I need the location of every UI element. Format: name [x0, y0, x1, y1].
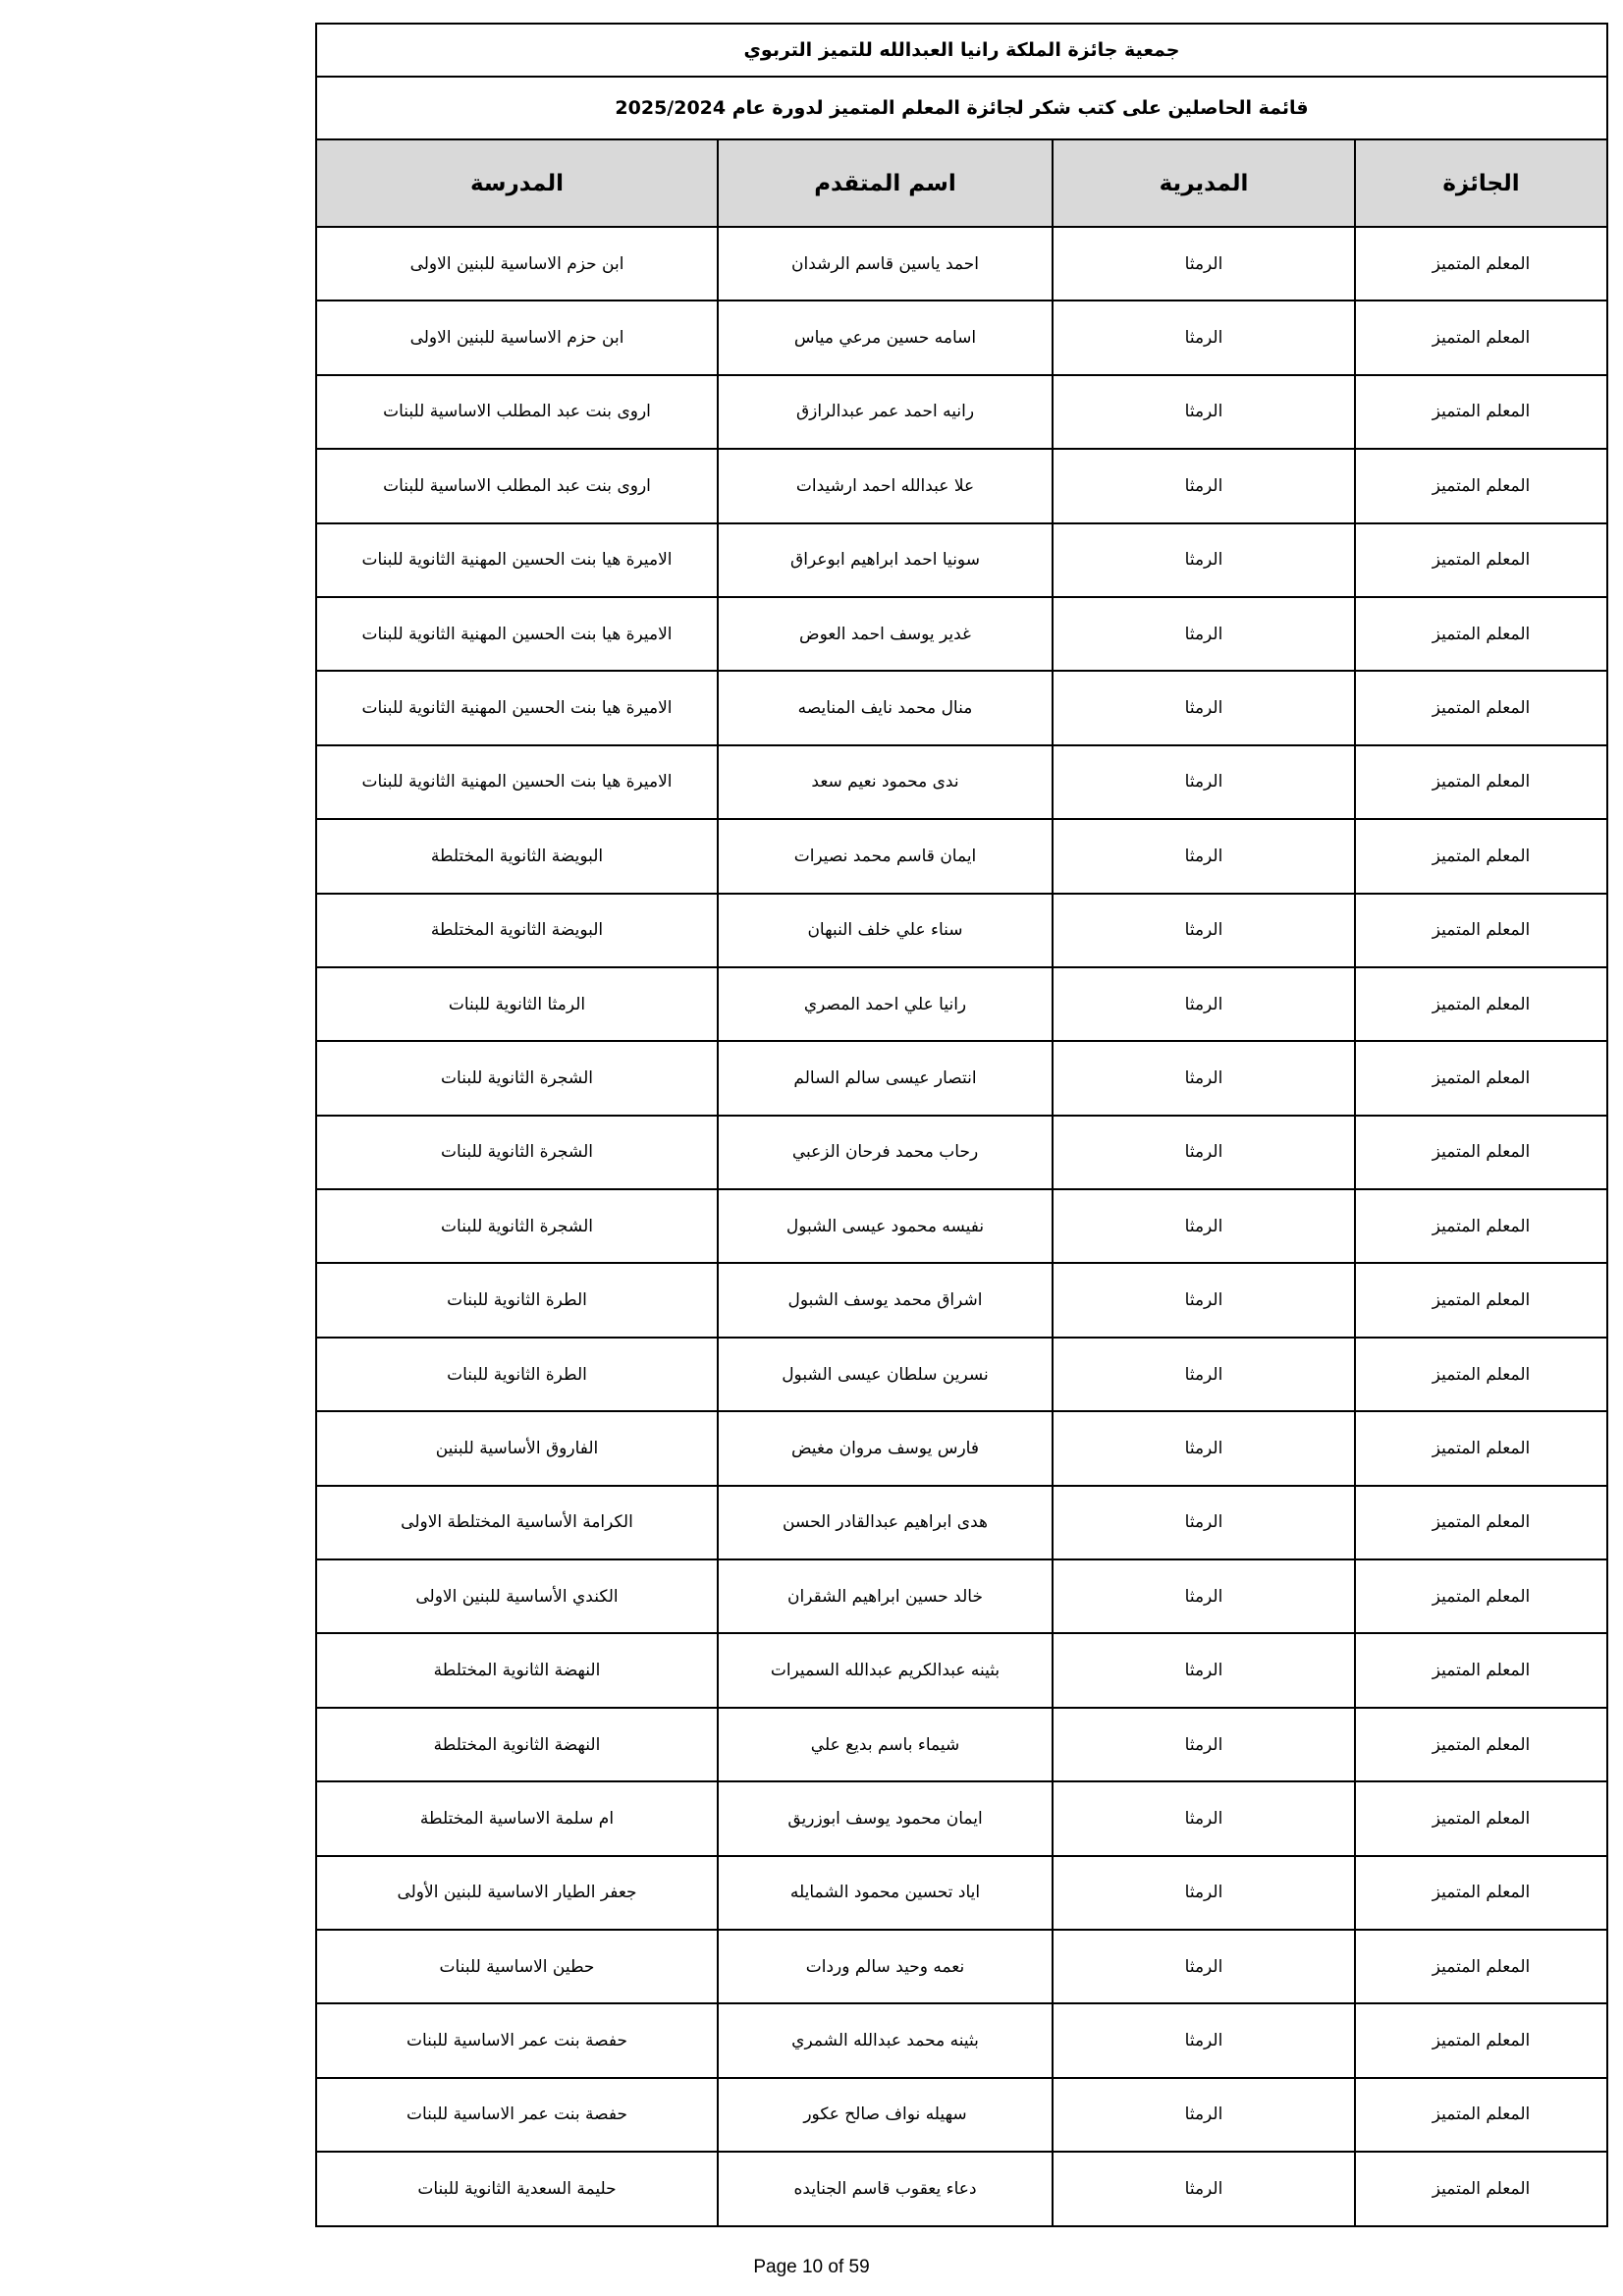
cell-school: اروى بنت عبد المطلب الاساسية للبنات	[317, 375, 718, 449]
cell-school: حفصة بنت عمر الاساسية للبنات	[317, 2003, 718, 2077]
table-row	[317, 597, 1606, 671]
cell-directorate: الرمثا	[1053, 1189, 1355, 1263]
table-row	[317, 449, 1606, 522]
cell-directorate: الرمثا	[1053, 819, 1355, 893]
table-row	[317, 2152, 1606, 2224]
cell-school: الاميرة هيا بنت الحسين المهنية الثانوية للبنات	[317, 523, 718, 597]
cell-school: حطين الاساسية للبنات	[317, 1930, 718, 2003]
cell-directorate: الرمثا	[1053, 745, 1355, 819]
table-row	[317, 1041, 1606, 1115]
table-row	[317, 375, 1606, 449]
cell-directorate: الرمثا	[1053, 375, 1355, 449]
cell-name: اسامه حسين مرعي مياس	[718, 301, 1053, 374]
cell-name: ايمان محمود يوسف ابوزريق	[718, 1781, 1053, 1855]
table-row	[317, 745, 1606, 819]
cell-school: ام سلمة الاساسية المختلطة	[317, 1781, 718, 1855]
cell-name: نفيسه محمود عيسى الشبول	[718, 1189, 1053, 1263]
cell-school: البويضة الثانوية المختلطة	[317, 894, 718, 967]
cell-name: علا عبدالله احمد ارشيدات	[718, 449, 1053, 522]
table-row	[317, 2078, 1606, 2152]
table-row	[317, 1930, 1606, 2003]
cell-directorate: الرمثا	[1053, 894, 1355, 967]
cell-name: غدير يوسف احمد العوض	[718, 597, 1053, 671]
document-table-frame	[315, 23, 1608, 2227]
cell-award: المعلم المتميز	[1355, 301, 1606, 374]
cell-award: المعلم المتميز	[1355, 1930, 1606, 2003]
cell-name: احمد ياسين قاسم الرشدان	[718, 227, 1053, 301]
cell-award: المعلم المتميز	[1355, 819, 1606, 893]
cell-directorate: الرمثا	[1053, 1338, 1355, 1411]
cell-school: الاميرة هيا بنت الحسين المهنية الثانوية للبنات	[317, 671, 718, 744]
cell-award: المعلم المتميز	[1355, 894, 1606, 967]
table-row	[317, 819, 1606, 893]
table-row	[317, 1116, 1606, 1189]
cell-name: اياد تحسين محمود الشمايله	[718, 1856, 1053, 1930]
document-subtitle: قائمة الحاصلين على كتب شكر لجائزة المعلم المتميز لدورة عام 2025/2024	[317, 78, 1606, 140]
table-row	[317, 301, 1606, 374]
cell-award: المعلم المتميز	[1355, 597, 1606, 671]
cell-school: الرمثا الثانوية للبنات	[317, 967, 718, 1041]
cell-award: المعلم المتميز	[1355, 1263, 1606, 1337]
recipients-table	[317, 140, 1606, 2225]
document-title: جمعية جائزة الملكة رانيا العبدالله للتميز التربوي	[317, 25, 1606, 78]
cell-award: المعلم المتميز	[1355, 449, 1606, 522]
cell-name: بثينه عبدالكريم عبدالله السميرات	[718, 1633, 1053, 1707]
cell-school: الطرة الثانوية للبنات	[317, 1338, 718, 1411]
table-row	[317, 1486, 1606, 1559]
cell-school: الشجرة الثانوية للبنات	[317, 1116, 718, 1189]
cell-name: نعمه وحيد سالم وردات	[718, 1930, 1053, 2003]
cell-award: المعلم المتميز	[1355, 1411, 1606, 1485]
cell-directorate: الرمثا	[1053, 1781, 1355, 1855]
cell-name: سناء علي خلف النبهان	[718, 894, 1053, 967]
cell-directorate: الرمثا	[1053, 227, 1355, 301]
cell-name: دعاء يعقوب قاسم الجنايده	[718, 2152, 1053, 2224]
cell-directorate: الرمثا	[1053, 967, 1355, 1041]
cell-directorate: الرمثا	[1053, 2152, 1355, 2224]
cell-award: المعلم المتميز	[1355, 227, 1606, 301]
table-header-row	[317, 140, 1606, 227]
cell-name: ندى محمود نعيم سعد	[718, 745, 1053, 819]
table-row	[317, 1559, 1606, 1633]
cell-directorate: الرمثا	[1053, 523, 1355, 597]
table-row	[317, 1781, 1606, 1855]
cell-name: نسرين سلطان عيسى الشبول	[718, 1338, 1053, 1411]
cell-award: المعلم المتميز	[1355, 1708, 1606, 1781]
cell-name: رحاب محمد فرحان الزعبي	[718, 1116, 1053, 1189]
cell-directorate: الرمثا	[1053, 1041, 1355, 1115]
cell-award: المعلم المتميز	[1355, 1189, 1606, 1263]
header-school: المدرسة	[317, 140, 718, 227]
cell-name: فارس يوسف مروان مغيض	[718, 1411, 1053, 1485]
cell-directorate: الرمثا	[1053, 1856, 1355, 1930]
table-row	[317, 1856, 1606, 1930]
cell-directorate: الرمثا	[1053, 1116, 1355, 1189]
cell-name: اشراق محمد يوسف الشبول	[718, 1263, 1053, 1337]
cell-school: الشجرة الثانوية للبنات	[317, 1041, 718, 1115]
cell-directorate: الرمثا	[1053, 2078, 1355, 2152]
cell-directorate: الرمثا	[1053, 1263, 1355, 1337]
cell-directorate: الرمثا	[1053, 1930, 1355, 2003]
cell-school: ابن حزم الاساسية للبنين الاولى	[317, 301, 718, 374]
cell-directorate: الرمثا	[1053, 1559, 1355, 1633]
cell-name: رانيا علي احمد المصري	[718, 967, 1053, 1041]
table-body	[317, 227, 1606, 2225]
cell-award: المعلم المتميز	[1355, 1338, 1606, 1411]
table-row	[317, 671, 1606, 744]
cell-directorate: الرمثا	[1053, 2003, 1355, 2077]
cell-award: المعلم المتميز	[1355, 2152, 1606, 2224]
cell-name: ايمان قاسم محمد نصيرات	[718, 819, 1053, 893]
cell-directorate: الرمثا	[1053, 1411, 1355, 1485]
cell-name: سهيله نواف صالح عكور	[718, 2078, 1053, 2152]
cell-award: المعلم المتميز	[1355, 745, 1606, 819]
cell-school: حليمة السعدية الثانوية للبنات	[417, 2178, 617, 2199]
cell-school: حفصة بنت عمر الاساسية للبنات	[317, 2078, 718, 2152]
cell-award: المعلم المتميز	[1355, 523, 1606, 597]
table-row	[317, 894, 1606, 967]
cell-directorate: الرمثا	[1053, 671, 1355, 744]
cell-school: النهضة الثانوية المختلطة	[317, 1633, 718, 1707]
cell-name: شيماء باسم بديع علي	[718, 1708, 1053, 1781]
table-row	[317, 227, 1606, 301]
cell-school: الكندي الأساسية للبنين الاولى	[317, 1559, 718, 1633]
table-row	[317, 1263, 1606, 1337]
cell-award: المعلم المتميز	[1355, 1041, 1606, 1115]
header-name: اسم المتقدم	[718, 140, 1053, 227]
cell-directorate: الرمثا	[1053, 1633, 1355, 1707]
cell-award: المعلم المتميز	[1355, 671, 1606, 744]
table-row	[317, 1708, 1606, 1781]
cell-school: الكرامة الأساسية المختلطة الاولى	[317, 1486, 718, 1559]
cell-name: رانيه احمد عمر عبدالرازق	[718, 375, 1053, 449]
cell-award: المعلم المتميز	[1355, 2003, 1606, 2077]
cell-award: المعلم المتميز	[1355, 375, 1606, 449]
header-award: الجائزة	[1355, 140, 1606, 227]
cell-award: المعلم المتميز	[1355, 1116, 1606, 1189]
table-row	[317, 1189, 1606, 1263]
cell-school: ابن حزم الاساسية للبنين الاولى	[317, 227, 718, 301]
cell-school: اروى بنت عبد المطلب الاساسية للبنات	[317, 449, 718, 522]
cell-school: الاميرة هيا بنت الحسين المهنية الثانوية للبنات	[317, 745, 718, 819]
cell-name: انتصار عيسى سالم السالم	[718, 1041, 1053, 1115]
table-row	[317, 967, 1606, 1041]
cell-school: الفاروق الأساسية للبنين	[317, 1411, 718, 1485]
table-row	[317, 1411, 1606, 1485]
cell-award: المعلم المتميز	[1355, 1486, 1606, 1559]
cell-award: المعلم المتميز	[1355, 967, 1606, 1041]
cell-award: المعلم المتميز	[1355, 1781, 1606, 1855]
cell-directorate: الرمثا	[1053, 1486, 1355, 1559]
cell-school: جعفر الطيار الاساسية للبنين الأولى	[317, 1856, 718, 1930]
cell-award: المعلم المتميز	[1355, 1856, 1606, 1930]
header-directorate: المديرية	[1053, 140, 1355, 227]
page-number: Page 10 of 59	[753, 2257, 870, 2277]
cell-school: الاميرة هيا بنت الحسين المهنية الثانوية للبنات	[317, 597, 718, 671]
cell-school: الطرة الثانوية للبنات	[317, 1263, 718, 1337]
cell-name: خالد حسين ابراهيم الشقران	[718, 1559, 1053, 1633]
table-row	[317, 2003, 1606, 2077]
cell-directorate: الرمثا	[1053, 449, 1355, 522]
cell-school: الشجرة الثانوية للبنات	[317, 1189, 718, 1263]
cell-school: النهضة الثانوية المختلطة	[317, 1708, 718, 1781]
table-row	[317, 1338, 1606, 1411]
cell-award: المعلم المتميز	[1355, 1559, 1606, 1633]
cell-directorate: الرمثا	[1053, 301, 1355, 374]
table-row	[317, 1633, 1606, 1707]
cell-directorate: الرمثا	[1053, 1708, 1355, 1781]
table-row	[317, 523, 1606, 597]
cell-name: سونيا احمد ابراهيم ابوعراق	[718, 523, 1053, 597]
cell-school: البويضة الثانوية المختلطة	[317, 819, 718, 893]
cell-name: منال محمد نايف المنايصه	[718, 671, 1053, 744]
cell-award: المعلم المتميز	[1355, 1633, 1606, 1707]
cell-name: هدى ابراهيم عبدالقادر الحسن	[718, 1486, 1053, 1559]
cell-directorate: الرمثا	[1053, 597, 1355, 671]
cell-award: المعلم المتميز	[1355, 2078, 1606, 2152]
cell-name: بثينه محمد عبدالله الشمري	[718, 2003, 1053, 2077]
